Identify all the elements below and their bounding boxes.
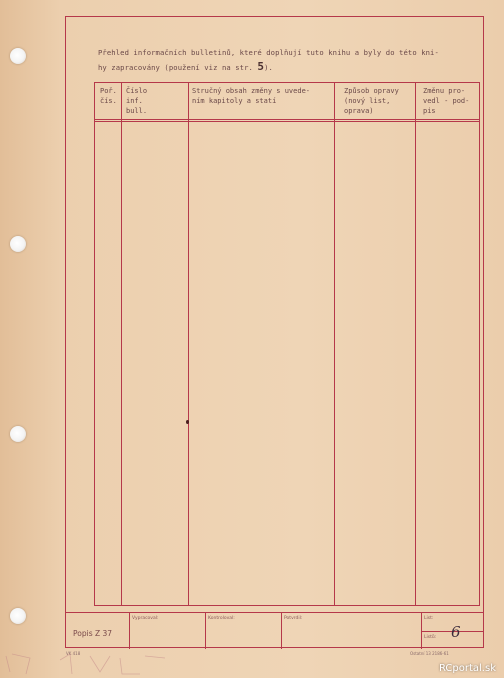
sheets-label: Listů: (424, 635, 437, 640)
ink-mark (186, 420, 189, 424)
sheet-number: 6 (451, 623, 461, 641)
form-code: Popis Z 37 (73, 629, 113, 638)
column-divider (334, 83, 335, 605)
footer-checked-box (205, 613, 281, 649)
header-change-summary: Stručný obsah změny s uvede- ním kapitoly a statí (192, 87, 311, 105)
intro-line-2-end: ). (264, 63, 273, 72)
checked-label: Kontroloval: (208, 616, 235, 621)
footer-prepared-box (129, 613, 205, 649)
column-divider (188, 83, 189, 605)
punch-hole (10, 608, 26, 624)
prepared-label: Vypracoval: (132, 616, 159, 621)
punch-hole (10, 48, 26, 64)
column-divider (121, 83, 122, 605)
bulletin-table (94, 82, 480, 606)
confirmed-label: Potvrdil: (284, 616, 303, 621)
page-reference: 5 (257, 60, 265, 73)
intro-line-2-start: hy zapracovány (použení viz na str. (98, 63, 258, 72)
punch-hole (10, 426, 26, 442)
sheet-label: List: (424, 616, 434, 621)
intro-text (98, 46, 478, 75)
intro-line-1: Přehled informačních bulletinů, které doplňují tuto knihu a byly do této kni- (98, 48, 439, 57)
column-divider (415, 83, 416, 605)
header-correction-method: Způsob opravy (nový list, oprava) (344, 87, 399, 115)
header-bulletin-number: Číslo inf. bull. (126, 87, 148, 115)
header-row-number: Poř. čís. (100, 87, 117, 105)
form-code-right: Ostatní 13 2186-61 (410, 651, 449, 656)
footer-bar (65, 612, 484, 648)
header-signature: Změnu pro- vedl - pod- pis (423, 87, 470, 115)
form-code-left: VK 418 (66, 651, 81, 656)
header-divider (95, 119, 479, 120)
header-divider (95, 121, 479, 122)
watermark: RCportal.sk (438, 663, 496, 674)
punch-hole (10, 236, 26, 252)
intro-line-2 (98, 60, 478, 75)
pencil-scribble (0, 650, 170, 678)
footer-confirmed-box (281, 613, 421, 649)
